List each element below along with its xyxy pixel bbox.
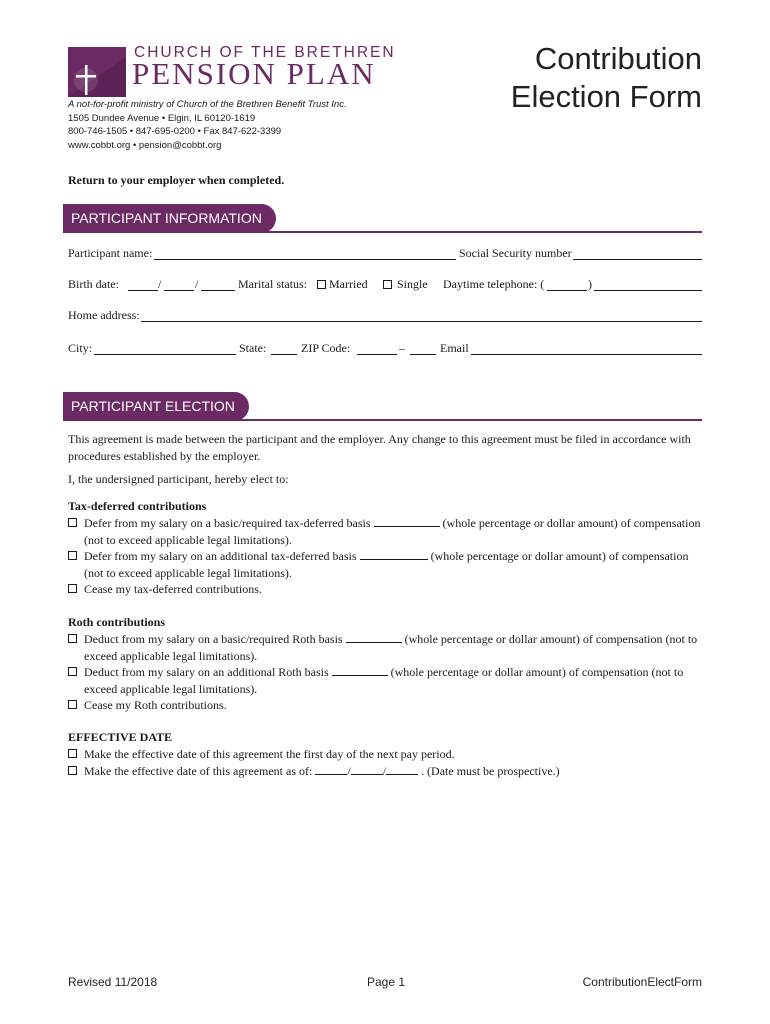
org-name-line1: CHURCH OF THE BRETHREN <box>134 44 396 61</box>
birth-year-field[interactable] <box>201 290 235 291</box>
zip-extension-field[interactable] <box>410 354 436 355</box>
roth-additional-checkbox[interactable] <box>68 667 77 676</box>
home-address-field[interactable] <box>141 321 702 322</box>
state-label: State: <box>239 341 267 355</box>
city-label: City: <box>68 341 93 355</box>
option-text: (whole percentage or dollar amount) of compensation (not to exceed applicable legal limitations). <box>84 632 698 663</box>
agreement-text: This agreement is made between the participant and the employer. Any change to this agreement must be filed in accordance with procedures established by the employer. <box>68 432 691 463</box>
option-text: Cease my tax-deferred contributions. <box>84 582 262 596</box>
election-intro: I, the undersigned participant, hereby elect to: <box>68 472 289 486</box>
area-code-field[interactable] <box>547 290 587 291</box>
effective-day-field[interactable] <box>351 764 383 775</box>
row-name-ssn <box>68 246 702 262</box>
option-text: . (Date must be prospective.) <box>421 764 560 778</box>
form-title-line2: Election Form <box>510 79 702 114</box>
effective-specific-date-checkbox[interactable] <box>68 766 77 775</box>
roth-additional-amount-field[interactable] <box>332 665 388 676</box>
married-checkbox[interactable] <box>317 280 326 289</box>
date-slash: / <box>158 277 162 291</box>
option-text: Deduct from my salary on an additional Roth basis <box>84 665 329 679</box>
form-title-line1: Contribution <box>534 41 702 76</box>
effective-year-field[interactable] <box>386 764 418 775</box>
option-text: Make the effective date of this agreement as of: <box>84 764 313 778</box>
email-label: Email <box>440 341 469 355</box>
daytime-telephone-label: Daytime telephone: ( <box>443 277 545 291</box>
option-text: (whole percentage or dollar amount) of compensation (not to exceed applicable legal limitations). <box>84 549 689 580</box>
married-label: Married <box>329 277 368 291</box>
tagline: A not-for-profit ministry of Church of the Brethren Benefit Trust Inc. <box>68 99 347 110</box>
option-text: (whole percentage or dollar amount) of compensation (not to exceed applicable legal limitations). <box>84 516 701 547</box>
tax-deferred-cease-option <box>68 581 702 598</box>
tax-deferred-additional-checkbox[interactable] <box>68 551 77 560</box>
roth-basic-option <box>68 631 702 664</box>
option-text: Deduct from my salary on a basic/required Roth basis <box>84 632 343 646</box>
roth-heading: Roth contributions <box>68 615 166 629</box>
zip-dash: – <box>399 341 405 355</box>
option-text: Make the effective date of this agreement the first day of the next pay period. <box>84 747 455 761</box>
row-city-state-zip-email <box>68 341 702 357</box>
roth-cease-option <box>68 697 702 714</box>
birth-day-field[interactable] <box>164 290 194 291</box>
section-heading: PARTICIPANT INFORMATION <box>63 204 276 233</box>
revision-date: Revised 11/2018 <box>68 975 158 989</box>
state-field[interactable] <box>271 354 297 355</box>
roth-basic-checkbox[interactable] <box>68 634 77 643</box>
phone-numbers: 800-746-1505 • 847-695-0200 • Fax 847-622-3399 <box>68 126 282 137</box>
single-checkbox[interactable] <box>383 280 392 289</box>
email-field[interactable] <box>471 354 702 355</box>
row-birth-marital-phone <box>68 277 702 293</box>
participant-name-field[interactable] <box>154 259 456 260</box>
roth-basic-amount-field[interactable] <box>346 632 402 643</box>
form-title <box>511 40 702 116</box>
date-slash: / <box>347 764 351 778</box>
zip-code-field[interactable] <box>357 354 397 355</box>
effective-month-field[interactable] <box>315 764 347 775</box>
roth-cease-checkbox[interactable] <box>68 700 77 709</box>
effective-date-heading: EFFECTIVE DATE <box>68 730 173 744</box>
tax-deferred-heading: Tax-deferred contributions <box>68 499 207 513</box>
form-code: ContributionElectForm <box>582 975 702 989</box>
single-label: Single <box>397 277 428 291</box>
effective-next-pay-period-option <box>68 746 702 763</box>
org-address-block <box>68 98 347 152</box>
tax-deferred-basic-amount-field[interactable] <box>374 516 440 527</box>
section-heading: PARTICIPANT ELECTION <box>63 392 249 421</box>
tax-deferred-additional-amount-field[interactable] <box>360 549 428 560</box>
participant-name-label: Participant name: <box>68 246 153 260</box>
return-note: Return to your employer when completed. <box>68 173 285 187</box>
ssn-field[interactable] <box>573 259 702 260</box>
tax-deferred-additional-option <box>68 548 702 581</box>
city-field[interactable] <box>94 354 236 355</box>
option-text: (whole percentage or dollar amount) of compensation (not to exceed applicable legal limitations). <box>84 665 684 696</box>
effective-specific-date-option <box>68 763 702 780</box>
cross-logo-icon <box>68 47 126 97</box>
ssn-label: Social Security number <box>459 246 572 260</box>
home-address-label: Home address: <box>68 308 140 322</box>
birth-date-label: Birth date: <box>68 277 119 291</box>
web-contact: www.cobbt.org • pension@cobbt.org <box>68 139 222 151</box>
logo <box>68 47 126 97</box>
tax-deferred-basic-checkbox[interactable] <box>68 518 77 527</box>
option-text: Defer from my salary on an additional tax-deferred basis <box>84 549 357 563</box>
zip-code-label: ZIP Code: <box>301 341 351 355</box>
tax-deferred-basic-option <box>68 515 702 548</box>
org-name-line2: PENSION PLAN <box>132 56 376 91</box>
page-number: Page 1 <box>367 975 406 989</box>
option-text: Defer from my salary on a basic/required tax-deferred basis <box>84 516 371 530</box>
telephone-field[interactable] <box>594 290 702 291</box>
marital-status-label: Marital status: <box>238 277 307 291</box>
date-slash: / <box>382 764 387 778</box>
tax-deferred-cease-checkbox[interactable] <box>68 584 77 593</box>
date-slash: / <box>195 277 199 291</box>
row-home-address <box>68 308 702 324</box>
area-code-close: ) <box>588 277 592 291</box>
street-address: 1505 Dundee Avenue • Elgin, IL 60120-1619 <box>68 112 256 124</box>
roth-additional-option <box>68 664 702 697</box>
birth-month-field[interactable] <box>128 290 158 291</box>
effective-next-pay-period-checkbox[interactable] <box>68 749 77 758</box>
option-text: Cease my Roth contributions. <box>84 698 227 712</box>
